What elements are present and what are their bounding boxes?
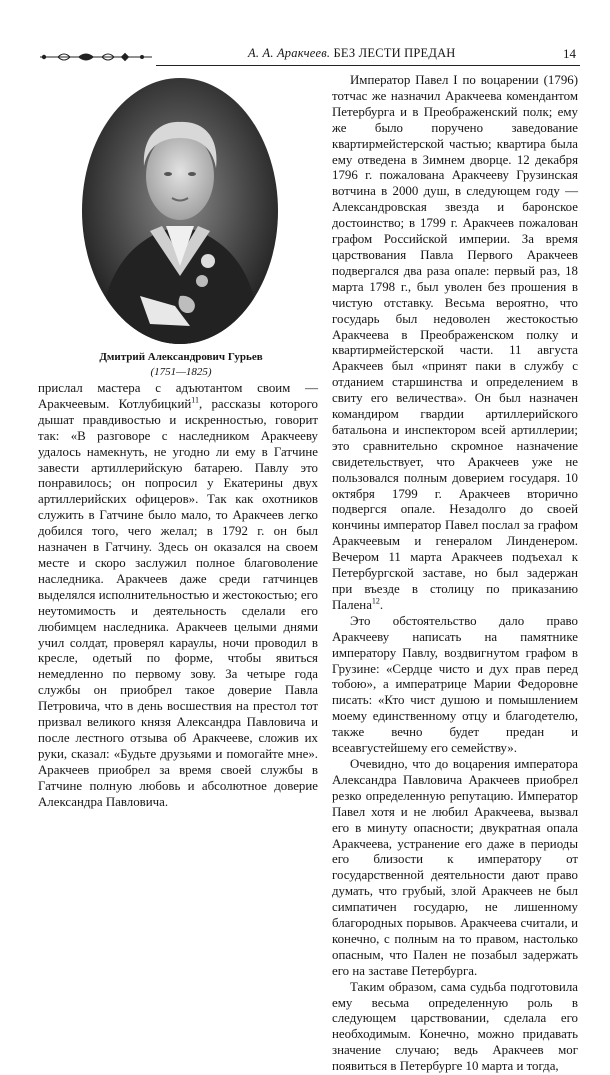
- running-head-title: БЕЗ ЛЕСТИ ПРЕДАН: [333, 46, 456, 60]
- paragraph: Очевидно, что до воцарения императора Александра Павловича Аракчеев приобрел резко определенную репутацию. Император Павел хотя и не любил Аракчеева, вызвал его в минуту опасности; двукратная опала Аракчеева, устранение его даже в периоды его близости к императору от государственной деятельности дают право думать, что грубый, злой Аракчеев не был симпатичен государю, не лишенному благородных порывов. Аракчеева считали, и конечно, с полным на то правом, настолько опасным, что Пален не позабыл задержать его на заставе Петербурга.: [332, 756, 578, 978]
- running-head-author: А. А. Аракчеев.: [248, 46, 331, 60]
- paragraph: Таким образом, сама судьба подготовила ему весьма определенную роль в следующем царствовании, сделала его необходимым. Конечно, можно придавать значение случаю; ведь Аракчеев мог появиться в Петербурге 10 марта и тогда,: [332, 979, 578, 1074]
- right-column: [332, 73, 578, 1075]
- figure-caption-dates: (1751—1825): [150, 366, 212, 378]
- paragraph: [332, 73, 578, 614]
- paragraph: Это обстоятельство дало право Аракчееву написать на памятнике императору Павлу, воздвигнутом графом в Грузине: «Сердце чисто и дух прав перед тобою», а императрице Марии Федоровне писать: «Кто чист душою и помышлением моему единственному отцу и благодетелю, также вечно будет предан и всеавгустейшему его семейству».: [332, 613, 578, 756]
- left-column: [38, 381, 318, 810]
- portrait-image: [80, 76, 280, 346]
- text-run: Император Павел I по воцарении (1796) тотчас же назначил Аракчеева комендантом Петербурга и в Преображенский полк; ему же было поручено заведование квартирмейстерской частью; квартира была ему отведена в Зимнем дворце. 12 декабря 1796 г. пожалована Аракчееву Грузинская вотчина в 2000 душ, в следующем году — Александровская звезда и баронское достоинство; в 1799 г. Аракчеев пожалован графом Российской империи. За время царствования Павла Первого Аракчеев подвергался два раза опале: первый раз, 18 марта 1798 г., был уволен без прошения в чистую отставку. Весьма вероятно, что государь был недоволен жестокостью Аракчеева в Преображенском полку и квартирмейстерской части. 11 августа Аракчеев был «принят паки в службу с отданием старшинства и определением в свиту его величества». Он был назначен командиром гвардии артиллерийского батальона и инспектором всей артиллерии; это сравнительно скромное назначение свидетельствует, что Аракчеев уже не пользовался полным доверием государя. 10 октября 1799 г. Аракчеев вторично подвергся опале. Незадолго до своей кончины император Павел послал за графом Аракчеевым и генералом Линденером. Вечером 11 марта Аракчеев подъехал к Петербургской заставе, но был задержан при въезде в столицу по приказанию Палена: [332, 73, 578, 612]
- page-number: 14: [563, 46, 576, 61]
- paragraph: [38, 381, 318, 810]
- header-rule: [156, 65, 580, 66]
- figure-caption-name: Дмитрий Александрович Гурьев: [99, 351, 263, 363]
- footnote-ref: 12: [371, 596, 380, 606]
- header-ornament-icon: [38, 50, 154, 64]
- running-head: [248, 46, 456, 61]
- text-run: прислал мастера с адъютантом своим — Аракчеевым. Котлубицкий: [38, 381, 318, 411]
- footnote-ref: 11: [191, 395, 199, 405]
- text-run: , рассказы которого дышат правдивостью и искренностью, говорит так: «В разговоре с наследником Аракчееву удалось намекнуть, не угодно ли ему в Гатчине завести артиллерийскую батарею. Павлу это понравилось; он попросил у Екатерины двух артиллерийских офицеров». Так как охотников служить в Гатчине было мало, то Аракчеев легко добился того, чего желал; в 1792 г. он был назначен в Гатчину. Здесь он оказался на своем месте и скоро заслужил полное благоволение наследника. Аракчеев даже среди гатчинцев выделялся исполнительностью и жестокостью; его неутомимость и деятельность сделали его любимцем наследника. Аракчеев целыми днями учил солдат, проверял караулы, ночи проводил в кресле, одетый по форме, чтобы явиться немедленно по первому зову. За четыре года службы он приобрел такое доверие Павла Петровича, что в день восшествия на престол тот призвал великого князя Александра Павловича и после лестного отзыва об Аракчееве, сложив их руки, сказал: «Будьте друзьями и помогайте мне». Аракчеев приобрел за время своей службы в Гатчине полную любовь и абсолютное доверие Александра Павловича.: [38, 396, 318, 809]
- page-header: [38, 44, 580, 68]
- text-run: .: [379, 597, 384, 612]
